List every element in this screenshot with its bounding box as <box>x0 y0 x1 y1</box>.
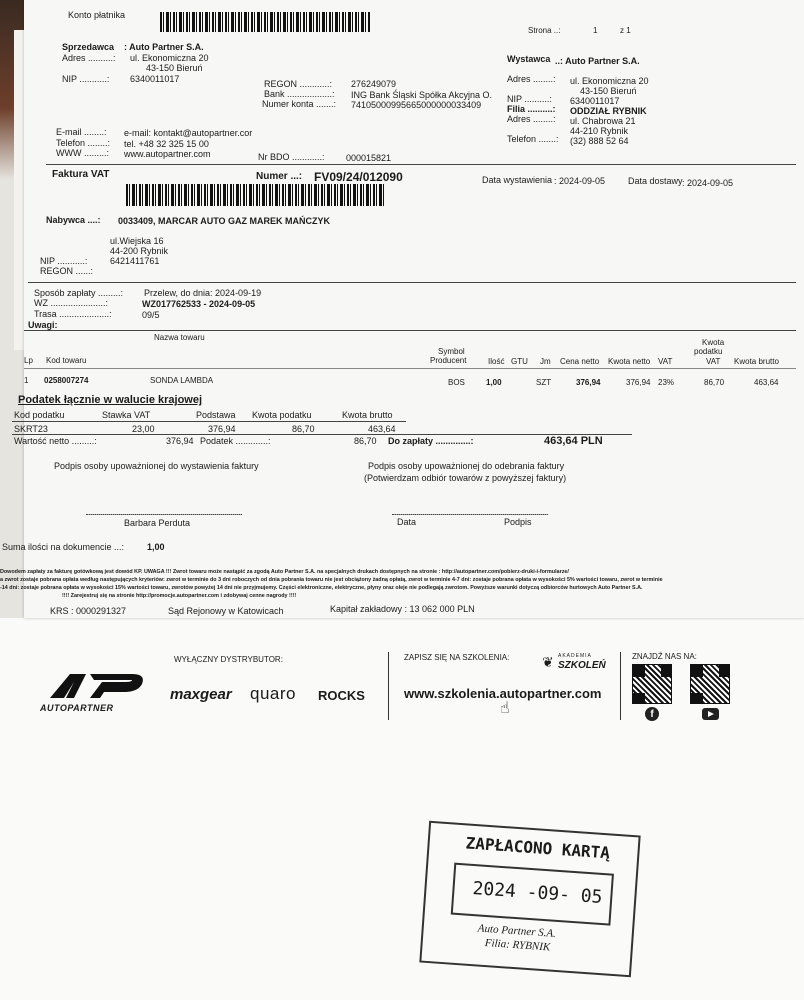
akademia-szkolen-logo[interactable] <box>542 652 612 674</box>
fine-print-line: Dowodem zapłaty za fakturę gotówkową jest dowód KP. UWAGA !!! Zwrot towaru może nastąpić za zgodą Auto Partner S.A. na specjalnych drukach dostępnych na stronie : http://autopartner.com/pobierz-druki-i-formularze/ <box>0 569 569 575</box>
receiver-signature-label: Podpis osoby upoważnionej do odebrania faktury <box>368 461 565 471</box>
row-vat: 23% <box>658 378 675 387</box>
amount-due: 463,64 PLN <box>544 435 603 447</box>
buyer-nip: 6421411761 <box>110 256 160 266</box>
tax-col-kod: Kod podatku <box>14 410 65 420</box>
fine-print-line: !!!! Zarejestruj się na stronie http://promocje.autopartner.com i zdobywaj cenne nagrody !!!! <box>62 593 297 599</box>
col-gtu: GTU <box>511 357 528 366</box>
issuer-address-1: ul. Ekonomiczna 20 <box>570 76 649 86</box>
divider <box>12 421 406 422</box>
fine-print-line: -14 dni: zostaje pobrana opłata w wysokości 15% wartości towaru, zwrotów powyżej 14 dni nie przyjmujemy. Części elektroniczne, elektryczne, płyny oraz oleje nie podlegają zwrotom. Powyższe warunki dotyczą odbiorców hurtowych Auto Partner S.A. <box>0 585 643 591</box>
col-cena: Cena netto <box>560 357 600 366</box>
branch-name: ODDZIAŁ RYBNIK <box>570 106 647 116</box>
buyer-address-2: 44-200 Rybnik <box>110 246 169 256</box>
qr-code-icon[interactable] <box>690 664 730 704</box>
www-value: www.autopartner.com <box>124 149 211 159</box>
tax-total-label: Podatek .............: <box>200 436 271 446</box>
wz-label: WZ ......................: <box>34 298 109 308</box>
branch-address-label: Adres ........: <box>507 114 556 124</box>
divider <box>388 652 389 720</box>
phone-label: Telefon ........: <box>56 138 111 148</box>
col-ilosc: Ilość <box>488 357 505 366</box>
seller-nip-label: NIP ...........: <box>62 74 110 84</box>
divider <box>12 434 632 435</box>
tax-summary-title: Podatek łącznie w walucie krajowej <box>18 394 203 406</box>
tax-col-kwota-brutto: Kwota brutto <box>342 410 393 420</box>
bdo-label: Nr BDO ............: <box>258 152 325 162</box>
branch-phone-label: Telefon .......: <box>507 134 559 144</box>
route-value: 09/5 <box>142 310 160 320</box>
row-producent: BOS <box>448 378 465 387</box>
email-label: E-mail ........: <box>56 127 107 137</box>
autopartner-logo[interactable] <box>40 672 150 713</box>
row-kod: 0258007274 <box>44 376 89 385</box>
tax-col-podstawa: Podstawa <box>196 410 236 420</box>
invoice-type: Faktura VAT <box>52 169 110 180</box>
row-kwota-podatku: 86,70 <box>704 378 725 387</box>
invoice-number-label: Numer ...: <box>256 171 303 182</box>
branch-label: Filia ..........: <box>507 104 556 114</box>
tax-col-stawka: Stawka VAT <box>102 410 151 420</box>
account-barcode <box>160 12 370 32</box>
invoice-number: FV09/24/012090 <box>314 170 403 184</box>
invoice-sheet <box>2 0 804 618</box>
page-label: Strona ..: <box>528 26 561 35</box>
issuer-address-2: 43-150 Bieruń <box>580 86 637 96</box>
tax-col-kwota-podatku: Kwota podatku <box>252 410 312 420</box>
account-number: 74105000995665000000033409 <box>351 100 482 110</box>
row-kwota-brutto: 463,64 <box>754 378 779 387</box>
divider <box>46 164 796 165</box>
row-kwota-netto: 376,94 <box>626 378 651 387</box>
exclusive-distributor-label: WYŁĄCZNY DYSTRYBUTOR: <box>174 655 283 664</box>
buyer-name: 0033409, MARCAR AUTO GAZ MAREK MAŃCZYK <box>118 216 331 226</box>
bdo-value: 000015821 <box>346 153 392 163</box>
branch-address-1: ul. Chabrowa 21 <box>570 116 636 126</box>
krs: KRS : 0000291327 <box>50 606 127 616</box>
delivery-date-label: Data dostawy <box>628 176 683 186</box>
divider <box>24 368 796 369</box>
paid-by-card-stamp <box>419 821 640 977</box>
row-nazwa: SONDA LAMBDA <box>150 376 214 385</box>
col-jm: Jm <box>540 357 551 366</box>
divider <box>28 282 796 283</box>
branch-address-2: 44-210 Rybnik <box>570 126 629 136</box>
col-kwota-podatku-1: Kwota <box>702 338 725 347</box>
fine-print-line: a zwrot zostaje pobrana opłata według następujących kryteriów: zwrot w terminie do 3 dni roboczych od dnia pobrania towaru nie jest obciążony żadną opłatą, zwrot w terminie 4-7 dni: zostaje pobrana opłata w wysokości 5% wartości towaru, zwrot w terminie <box>0 577 663 583</box>
issuer-signature-label: Podpis osoby upoważnionej do wystawienia faktury <box>54 461 259 471</box>
quaro-logo[interactable]: quaro <box>250 684 296 703</box>
receiver-confirmation: (Potwierdzam odbiór towarów z powyższej faktury) <box>364 473 567 483</box>
fine-print <box>0 568 804 600</box>
col-vat: VAT <box>658 357 673 366</box>
bank-value: ING Bank Śląski Spółka Akcyjna O. <box>351 90 493 100</box>
net-value-label: Wartość netto .........: <box>14 436 97 446</box>
szkolen-label: SZKOLEŃ <box>558 660 606 671</box>
stamp-company: Auto Partner S.A. <box>477 922 557 940</box>
col-symbol: Symbol <box>438 347 465 356</box>
signature-line <box>392 514 548 515</box>
seller-address-2: 43-150 Bieruń <box>146 63 203 73</box>
court: Sąd Rejonowy w Katowicach <box>168 606 284 616</box>
regon-value: 276249079 <box>351 79 397 89</box>
qr-code-icon[interactable] <box>632 664 672 704</box>
row-jm: SZT <box>536 378 552 387</box>
bank-label: Bank ..................: <box>264 89 335 99</box>
col-kwota-brutto: Kwota brutto <box>734 357 779 366</box>
divider <box>24 330 796 331</box>
seller-address-1: ul. Ekonomiczna 20 <box>130 53 209 63</box>
payment-method-label: Sposób zapłaty .........: <box>34 288 124 298</box>
signature-line <box>86 514 242 515</box>
share-capital: Kapitał zakładowy : 13 062 000 PLN <box>330 604 475 614</box>
remarks-label: Uwagi: <box>28 320 58 330</box>
issuer-signatory: Barbara Perduta <box>124 518 191 528</box>
konto-platnika-label: Konto płatnika <box>68 10 126 20</box>
issuer-nip-label: NIP ..........: <box>507 94 552 104</box>
col-producent: Producent <box>430 356 467 365</box>
hand-pointer-icon: ☝ <box>500 700 510 717</box>
divider <box>620 652 621 720</box>
signature-label: Podpis <box>504 517 532 527</box>
www-label: WWW .........: <box>56 148 109 158</box>
amount-due-label: Do zapłaty ..............: <box>388 436 474 446</box>
quantity-sum: 1,00 <box>147 542 165 552</box>
tax-kwota-brutto: 463,64 <box>368 424 396 434</box>
branch-phone: (32) 888 52 64 <box>570 136 629 146</box>
buyer-regon-label: REGON ......: <box>40 266 94 276</box>
buyer-address-1: ul.Wiejska 16 <box>110 236 164 246</box>
phone-value: tel. +48 32 325 15 00 <box>124 139 209 149</box>
invoice-barcode <box>126 184 386 206</box>
issuer-name: ..: Auto Partner S.A. <box>555 56 640 66</box>
tax-kod: SKRT23 <box>14 424 48 434</box>
net-value: 376,94 <box>166 436 194 446</box>
page-number: 1 <box>593 26 598 35</box>
col-kod: Kod towaru <box>46 356 87 365</box>
account-number-label: Numer konta .......: <box>262 99 337 109</box>
seller-label: Sprzedawca <box>62 42 115 52</box>
regon-label: REGON ............: <box>264 79 333 89</box>
buyer-nip-label: NIP ...........: <box>40 256 88 266</box>
row-ilosc: 1,00 <box>486 378 502 387</box>
stamp-date-box <box>451 863 614 926</box>
rocks-logo[interactable]: ROCKS <box>318 688 365 703</box>
training-url[interactable]: www.szkolenia.autopartner.com <box>404 686 602 701</box>
issuer-label: Wystawca <box>507 54 551 64</box>
stamp-date: 2024 -09- 05 <box>471 877 604 909</box>
payment-method: Przelew, do dnia: 2024-09-19 <box>144 288 262 298</box>
issue-date: : 2024-09-05 <box>554 176 606 186</box>
issuer-nip: 6340011017 <box>570 96 620 106</box>
issuer-address-label: Adres ........: <box>507 74 556 84</box>
flame-icon: ❦ <box>542 654 554 670</box>
training-signup-label: ZAPISZ SIĘ NA SZKOLENIA: <box>404 653 510 662</box>
issue-date-label: Data wystawienia <box>482 175 553 185</box>
col-nazwa: Nazwa towaru <box>154 333 205 342</box>
seller-name: : Auto Partner S.A. <box>124 42 204 52</box>
tax-total: 86,70 <box>354 436 377 446</box>
tax-podstawa: 376,94 <box>208 424 236 434</box>
col-lp: Lp <box>24 356 33 365</box>
seller-address-label: Adres ..........: <box>62 53 116 63</box>
ap-logo-icon <box>46 672 150 700</box>
facebook-icon[interactable]: f <box>645 707 659 721</box>
seller-nip: 6340011017 <box>130 74 180 84</box>
row-lp: 1 <box>24 376 29 385</box>
maxgear-logo[interactable]: maxgear <box>170 686 232 703</box>
date-label: Data <box>397 517 417 527</box>
wz-value: WZ017762533 - 2024-09-05 <box>142 299 256 309</box>
quantity-sum-label: Suma ilości na dokumencie ...: <box>2 542 125 552</box>
tax-stawka: 23,00 <box>132 424 155 434</box>
email-value: e-mail: kontakt@autopartner.cor <box>124 128 253 138</box>
tax-kwota-podatku: 86,70 <box>292 424 315 434</box>
stamp-title: ZAPŁACONO KARTĄ <box>465 833 611 863</box>
youtube-icon[interactable] <box>702 708 719 720</box>
col-kwota-podatku-2: podatku <box>694 347 723 356</box>
page-total: z 1 <box>620 26 631 35</box>
route-label: Trasa ....................: <box>34 309 112 319</box>
col-kwota-podatku-3: VAT <box>706 357 721 366</box>
akademia-label: AKADEMIA <box>558 653 592 659</box>
delivery-date: : 2024-09-05 <box>682 178 734 188</box>
buyer-label: Nabywca ....: <box>46 215 101 225</box>
row-cena: 376,94 <box>576 378 601 387</box>
find-us-label: ZNAJDŹ NAS NA: <box>632 652 697 661</box>
col-kwota-netto: Kwota netto <box>608 357 651 366</box>
autopartner-wordmark: AUTOPARTNER <box>40 703 114 713</box>
stamp-branch: Filia: RYBNIK <box>484 936 551 954</box>
